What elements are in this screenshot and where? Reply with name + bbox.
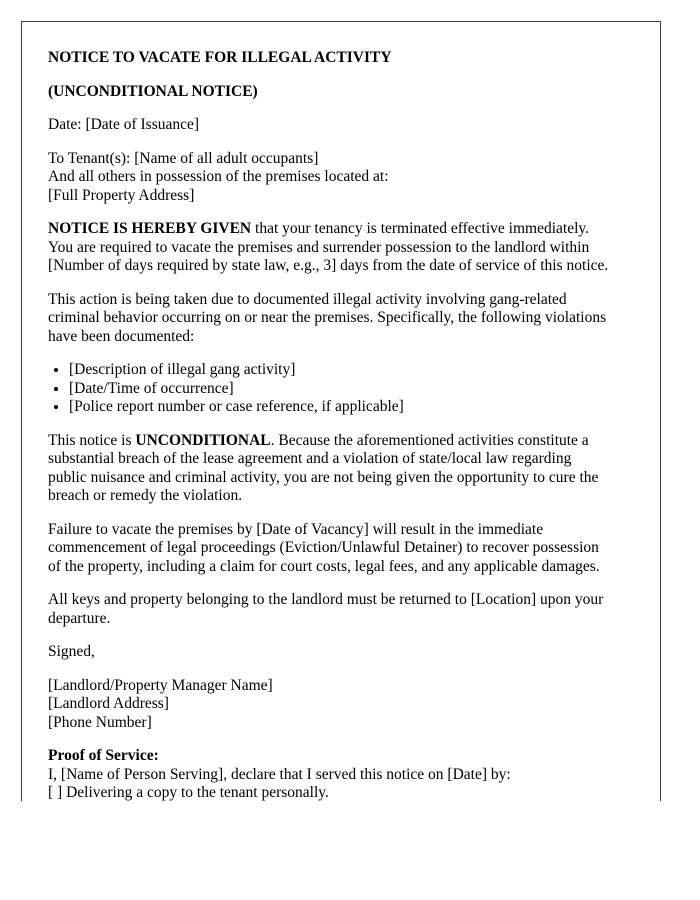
- date-line: Date: [Date of Issuance]: [48, 116, 200, 133]
- unconditional-bold-word: UNCONDITIONAL: [135, 431, 271, 449]
- unconditional-line3: public nuisance and criminal activity, you are not being given the opportunity to cure the: [48, 468, 599, 486]
- unconditional-line1-pre: This notice is: [48, 431, 136, 449]
- failure-line3: of the property, including a claim for court costs, legal fees, and any applicable damages.: [48, 557, 600, 575]
- notice-given-line3: [Number of days required by state law, e.g., 3] days from the date of service of this notice.: [48, 257, 609, 274]
- notice-given-line1: [48, 220, 632, 239]
- proof-of-service-heading: Proof of Service:: [48, 747, 159, 764]
- notice-given-line2: You are required to vacate the premises and surrender possession to the landlord within: [48, 238, 590, 256]
- unconditional-paragraph: [48, 432, 632, 506]
- violation-item-description: • [Description of illegal gang activity]: [69, 361, 632, 380]
- unconditional-line4: breach or remedy the violation.: [48, 487, 243, 504]
- unconditional-line2: substantial breach of the lease agreement and a violation of state/local law regarding: [48, 450, 572, 467]
- notice-given-line1-rest: that your tenancy is terminated effective immediately.: [251, 220, 589, 237]
- failure-line2: commencement of legal proceedings (Eviction/Unlawful Detainer) to recover possession: [48, 539, 599, 556]
- unconditional-line1: [48, 432, 632, 451]
- notice-given-bold-lead: NOTICE IS HEREBY GIVEN: [48, 220, 252, 237]
- action-taken-line1: This action is being taken due to documented illegal activity involving gang-related: [48, 290, 567, 308]
- failure-line1: Failure to vacate the premises by [Date of Vacancy] will result in the immediate: [48, 520, 544, 538]
- proof-of-service-block: [48, 747, 632, 801]
- violations-list: [48, 361, 632, 417]
- signed-label: Signed,: [48, 643, 95, 660]
- recipient-line-address: [Full Property Address]: [48, 186, 195, 204]
- notice-given-paragraph: [48, 220, 632, 276]
- violation-item-police-report: • [Police report number or case reference, if applicable]: [69, 398, 632, 417]
- document-border-frame: [21, 21, 661, 801]
- action-taken-paragraph: [48, 291, 632, 347]
- violation-item-datetime: • [Date/Time of occurrence]: [69, 380, 632, 399]
- signature-block: [48, 677, 632, 733]
- recipient-line-tenants: To Tenant(s): [Name of all adult occupants]: [48, 149, 319, 167]
- signature-phone: [Phone Number]: [48, 713, 152, 731]
- recipient-line-others: And all others in possession of the premises located at:: [48, 168, 389, 185]
- keys-return-paragraph: [48, 591, 632, 628]
- failure-to-vacate-paragraph: [48, 521, 632, 577]
- recipient-block: [48, 150, 632, 206]
- document-subtitle: (UNCONDITIONAL NOTICE): [48, 82, 258, 100]
- proof-of-service-declaration: I, [Name of Person Serving], declare that I served this notice on [Date] by:: [48, 765, 511, 783]
- action-taken-line3: have been documented:: [48, 327, 195, 345]
- proof-of-service-checkbox-personal-delivery: [ ] Delivering a copy to the tenant personally.: [48, 784, 329, 801]
- unconditional-line1-rest: . Because the aforementioned activities constitute a: [270, 431, 589, 449]
- signature-address: [Landlord Address]: [48, 695, 169, 712]
- keys-line1: All keys and property belonging to the landlord must be returned to [Location] upon your: [48, 591, 604, 608]
- keys-line2: departure.: [48, 609, 111, 627]
- signature-name: [Landlord/Property Manager Name]: [48, 676, 273, 694]
- document-title: NOTICE TO VACATE FOR ILLEGAL ACTIVITY: [48, 49, 392, 66]
- action-taken-line2: criminal behavior occurring on or near the premises. Specifically, the following violations: [48, 309, 607, 326]
